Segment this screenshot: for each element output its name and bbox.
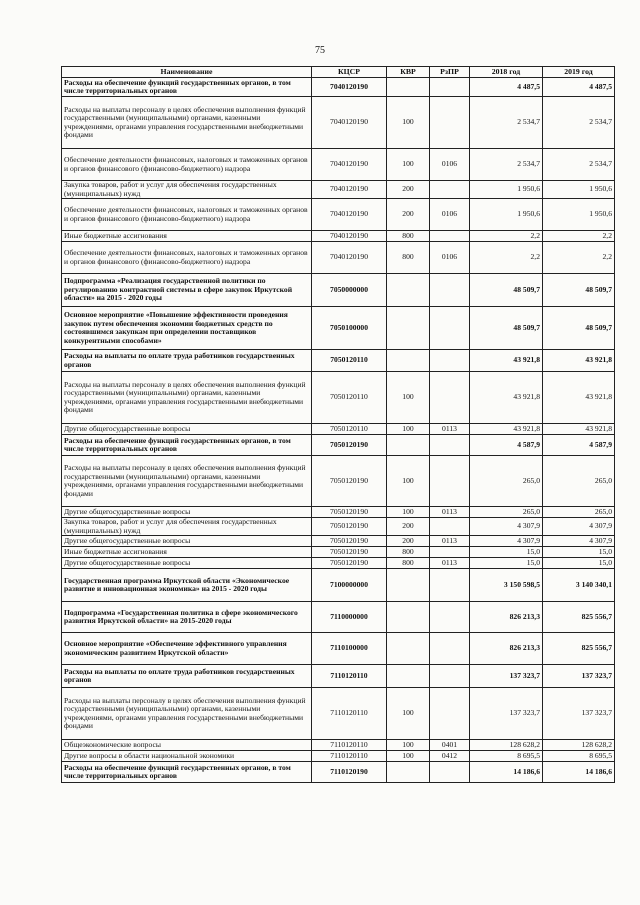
cell-rzpr: 0106: [430, 149, 470, 181]
table-row: [62, 350, 615, 372]
cell-rzpr: [430, 665, 470, 688]
column-header-2018: 2018 год: [470, 67, 543, 78]
cell-y2019: 4 307,9: [543, 536, 615, 547]
cell-name: Основное мероприятие «Повышение эффективности проведения закупок путем обеспечения экономии бюджетных средств по состоявшимся закупкам при определении поставщиков конкурентными способами»: [62, 307, 312, 350]
cell-rzpr: [430, 602, 470, 633]
table-row: [62, 231, 615, 242]
cell-name: Обеспечение деятельности финансовых, налоговых и таможенных органов и органов финансового (финансово-бюджетного) надзора: [62, 149, 312, 181]
cell-y2018: 2 534,7: [470, 149, 543, 181]
cell-rzpr: [430, 569, 470, 602]
cell-y2018: 43 921,8: [470, 372, 543, 424]
cell-y2019: 4 487,5: [543, 78, 615, 97]
table-header-row: [62, 67, 615, 78]
cell-y2019: 15,0: [543, 547, 615, 558]
column-header-kcsr: КЦСР: [312, 67, 387, 78]
table-row: [62, 536, 615, 547]
cell-name: Расходы на выплаты по оплате труда работников государственных органов: [62, 350, 312, 372]
table-row: [62, 274, 615, 307]
cell-y2019: 137 323,7: [543, 665, 615, 688]
cell-rzpr: [430, 274, 470, 307]
cell-y2018: 2,2: [470, 242, 543, 274]
cell-name: Основное мероприятие «Обеспечение эффективного управления экономическим развитием Иркутской области»: [62, 633, 312, 665]
cell-y2018: 48 509,7: [470, 307, 543, 350]
cell-y2018: 4 307,9: [470, 518, 543, 536]
cell-y2018: 14 186,6: [470, 762, 543, 783]
cell-y2018: 137 323,7: [470, 688, 543, 740]
cell-y2019: 265,0: [543, 507, 615, 518]
cell-name: Закупка товаров, работ и услуг для обеспечения государственных (муниципальных) нужд: [62, 181, 312, 199]
cell-kcsr: 7040120190: [312, 181, 387, 199]
table-row: [62, 507, 615, 518]
cell-kcsr: 7050120110: [312, 424, 387, 435]
cell-name: Другие вопросы в области национальной экономики: [62, 751, 312, 762]
cell-kvr: 100: [387, 424, 430, 435]
cell-kvr: [387, 762, 430, 783]
table-row: [62, 372, 615, 424]
cell-kvr: 200: [387, 536, 430, 547]
cell-kvr: [387, 602, 430, 633]
cell-kcsr: 7040120190: [312, 149, 387, 181]
cell-kcsr: 7050120190: [312, 435, 387, 456]
cell-kvr: 800: [387, 547, 430, 558]
table-row: [62, 435, 615, 456]
cell-kcsr: 7050120190: [312, 536, 387, 547]
cell-y2018: 265,0: [470, 456, 543, 507]
cell-y2019: 4 587,9: [543, 435, 615, 456]
cell-y2019: 825 556,7: [543, 633, 615, 665]
cell-y2018: 1 950,6: [470, 181, 543, 199]
table-row: [62, 762, 615, 783]
cell-y2018: 137 323,7: [470, 665, 543, 688]
cell-y2019: 2,2: [543, 231, 615, 242]
cell-name: Расходы на выплаты персоналу в целях обеспечения выполнения функций государственными (муниципальными) органами, казенными учреждениями, органами управления государственными внебюджетными фондами: [62, 97, 312, 149]
cell-name: Расходы на выплаты персоналу в целях обеспечения выполнения функций государственными (муниципальными) органами, казенными учреждениями, органами управления государственными внебюджетными фондами: [62, 372, 312, 424]
cell-y2019: 3 140 340,1: [543, 569, 615, 602]
cell-rzpr: [430, 307, 470, 350]
cell-name: Другие общегосударственные вопросы: [62, 536, 312, 547]
cell-y2018: 43 921,8: [470, 424, 543, 435]
column-header-rzpr: РзПР: [430, 67, 470, 78]
cell-y2018: 3 150 598,5: [470, 569, 543, 602]
table-row: [62, 199, 615, 231]
cell-y2018: 15,0: [470, 558, 543, 569]
cell-kvr: 100: [387, 740, 430, 751]
cell-kcsr: 7040120190: [312, 78, 387, 97]
cell-rzpr: [430, 97, 470, 149]
cell-kcsr: 7110000000: [312, 602, 387, 633]
table-row: [62, 78, 615, 97]
column-header-2019: 2019 год: [543, 67, 615, 78]
cell-kvr: [387, 633, 430, 665]
cell-kvr: 800: [387, 231, 430, 242]
cell-y2018: 2 534,7: [470, 97, 543, 149]
cell-y2019: 825 556,7: [543, 602, 615, 633]
cell-rzpr: [430, 547, 470, 558]
cell-name: Расходы на выплаты персоналу в целях обеспечения выполнения функций государственными (муниципальными) органами, казенными учреждениями, органами управления государственными внебюджетными фондами: [62, 456, 312, 507]
cell-kvr: 200: [387, 518, 430, 536]
table-row: [62, 456, 615, 507]
cell-kvr: [387, 569, 430, 602]
cell-rzpr: 0401: [430, 740, 470, 751]
cell-rzpr: [430, 350, 470, 372]
table-row: [62, 602, 615, 633]
cell-kcsr: 7110120110: [312, 751, 387, 762]
cell-name: Другие общегосударственные вопросы: [62, 507, 312, 518]
table-row: [62, 751, 615, 762]
table-row: [62, 518, 615, 536]
cell-kvr: [387, 350, 430, 372]
cell-kvr: 200: [387, 199, 430, 231]
cell-kvr: 100: [387, 372, 430, 424]
cell-y2018: 2,2: [470, 231, 543, 242]
cell-y2018: 128 628,2: [470, 740, 543, 751]
table-row: [62, 424, 615, 435]
cell-kvr: 100: [387, 751, 430, 762]
cell-name: Подпрограмма «Реализация государственной политики по регулированию контрактной системы в сфере закупок Иркутской области» на 2015 - 2020 годы: [62, 274, 312, 307]
cell-kcsr: 7050120190: [312, 547, 387, 558]
table-row: [62, 181, 615, 199]
cell-y2019: 1 950,6: [543, 199, 615, 231]
cell-y2019: 43 921,8: [543, 372, 615, 424]
cell-rzpr: [430, 688, 470, 740]
cell-rzpr: [430, 762, 470, 783]
cell-kcsr: 7050000000: [312, 274, 387, 307]
cell-name: Расходы на обеспечение функций государственных органов, в том числе территориальных органов: [62, 435, 312, 456]
column-header-kvr: КВР: [387, 67, 430, 78]
cell-kcsr: 7040120190: [312, 231, 387, 242]
table-row: [62, 633, 615, 665]
cell-kcsr: 7110120110: [312, 665, 387, 688]
cell-y2019: 15,0: [543, 558, 615, 569]
cell-rzpr: [430, 456, 470, 507]
cell-kcsr: 7050100000: [312, 307, 387, 350]
cell-name: Закупка товаров, работ и услуг для обеспечения государственных (муниципальных) нужд: [62, 518, 312, 536]
cell-y2018: 265,0: [470, 507, 543, 518]
cell-name: Расходы на выплаты по оплате труда работников государственных органов: [62, 665, 312, 688]
cell-kvr: 200: [387, 181, 430, 199]
cell-name: Расходы на выплаты персоналу в целях обеспечения выполнения функций государственными (муниципальными) органами, казенными учреждениями, органами управления государственными внебюджетными фондами: [62, 688, 312, 740]
cell-y2018: 826 213,3: [470, 602, 543, 633]
cell-rzpr: [430, 435, 470, 456]
cell-rzpr: [430, 372, 470, 424]
cell-kcsr: 7040120190: [312, 242, 387, 274]
cell-kcsr: 7050120190: [312, 518, 387, 536]
cell-y2018: 826 213,3: [470, 633, 543, 665]
table-row: [62, 307, 615, 350]
cell-kvr: [387, 435, 430, 456]
cell-kcsr: 7110120110: [312, 688, 387, 740]
cell-kcsr: 7050120110: [312, 350, 387, 372]
cell-rzpr: [430, 181, 470, 199]
cell-name: Подпрограмма «Государственная политика в сфере экономического развития Иркутской области» на 2015-2020 годы: [62, 602, 312, 633]
cell-kvr: [387, 78, 430, 97]
cell-y2018: 43 921,8: [470, 350, 543, 372]
cell-name: Другие общегосударственные вопросы: [62, 558, 312, 569]
cell-kvr: [387, 274, 430, 307]
cell-name: Обеспечение деятельности финансовых, налоговых и таможенных органов и органов финансового (финансово-бюджетного) надзора: [62, 242, 312, 274]
cell-rzpr: [430, 633, 470, 665]
cell-y2019: 43 921,8: [543, 424, 615, 435]
cell-kcsr: 7110120190: [312, 762, 387, 783]
cell-rzpr: [430, 518, 470, 536]
cell-rzpr: [430, 78, 470, 97]
cell-y2018: 4 307,9: [470, 536, 543, 547]
table-row: [62, 149, 615, 181]
cell-kvr: 100: [387, 507, 430, 518]
cell-y2019: 48 509,7: [543, 274, 615, 307]
cell-kvr: 800: [387, 242, 430, 274]
table-row: [62, 688, 615, 740]
cell-y2018: 4 487,5: [470, 78, 543, 97]
cell-rzpr: 0113: [430, 507, 470, 518]
cell-rzpr: 0113: [430, 558, 470, 569]
cell-name: Расходы на обеспечение функций государственных органов, в том числе территориальных органов: [62, 78, 312, 97]
cell-rzpr: 0113: [430, 536, 470, 547]
cell-kvr: 100: [387, 456, 430, 507]
cell-kcsr: 7110120110: [312, 740, 387, 751]
cell-kvr: 100: [387, 688, 430, 740]
table-row: [62, 569, 615, 602]
cell-y2019: 8 695,5: [543, 751, 615, 762]
cell-name: Расходы на обеспечение функций государственных органов, в том числе территориальных органов: [62, 762, 312, 783]
table-row: [62, 547, 615, 558]
cell-y2019: 1 950,6: [543, 181, 615, 199]
cell-kvr: [387, 665, 430, 688]
cell-rzpr: [430, 231, 470, 242]
cell-kcsr: 7040120190: [312, 97, 387, 149]
budget-table: [61, 66, 615, 783]
table-row: [62, 558, 615, 569]
cell-y2019: 137 323,7: [543, 688, 615, 740]
column-header-name: Наименование: [62, 67, 312, 78]
cell-rzpr: 0412: [430, 751, 470, 762]
cell-kcsr: 7100000000: [312, 569, 387, 602]
cell-kvr: [387, 307, 430, 350]
table-row: [62, 665, 615, 688]
cell-name: Иные бюджетные ассигнования: [62, 547, 312, 558]
cell-y2019: 14 186,6: [543, 762, 615, 783]
cell-name: Иные бюджетные ассигнования: [62, 231, 312, 242]
cell-y2019: 48 509,7: [543, 307, 615, 350]
cell-y2019: 2 534,7: [543, 97, 615, 149]
cell-rzpr: 0106: [430, 199, 470, 231]
cell-y2019: 2 534,7: [543, 149, 615, 181]
cell-rzpr: 0106: [430, 242, 470, 274]
cell-y2018: 8 695,5: [470, 751, 543, 762]
cell-kvr: 800: [387, 558, 430, 569]
cell-y2019: 265,0: [543, 456, 615, 507]
cell-name: Другие общегосударственные вопросы: [62, 424, 312, 435]
cell-y2019: 2,2: [543, 242, 615, 274]
cell-y2019: 4 307,9: [543, 518, 615, 536]
cell-kcsr: 7050120110: [312, 372, 387, 424]
cell-name: Обеспечение деятельности финансовых, налоговых и таможенных органов и органов финансового (финансово-бюджетного) надзора: [62, 199, 312, 231]
cell-kcsr: 7050120190: [312, 456, 387, 507]
cell-name: Общеэкономические вопросы: [62, 740, 312, 751]
cell-y2019: 43 921,8: [543, 350, 615, 372]
cell-y2018: 4 587,9: [470, 435, 543, 456]
cell-kvr: 100: [387, 149, 430, 181]
cell-y2018: 48 509,7: [470, 274, 543, 307]
cell-kcsr: 7050120190: [312, 558, 387, 569]
page-number: 75: [315, 45, 325, 56]
cell-y2019: 128 628,2: [543, 740, 615, 751]
cell-kcsr: 7110100000: [312, 633, 387, 665]
cell-kcsr: 7040120190: [312, 199, 387, 231]
cell-name: Государственная программа Иркутской области «Экономическое развитие и инновационная экономика» на 2015 - 2020 годы: [62, 569, 312, 602]
cell-rzpr: 0113: [430, 424, 470, 435]
cell-y2018: 15,0: [470, 547, 543, 558]
cell-kvr: 100: [387, 97, 430, 149]
cell-y2018: 1 950,6: [470, 199, 543, 231]
table-row: [62, 97, 615, 149]
table-row: [62, 242, 615, 274]
table-row: [62, 740, 615, 751]
cell-kcsr: 7050120190: [312, 507, 387, 518]
